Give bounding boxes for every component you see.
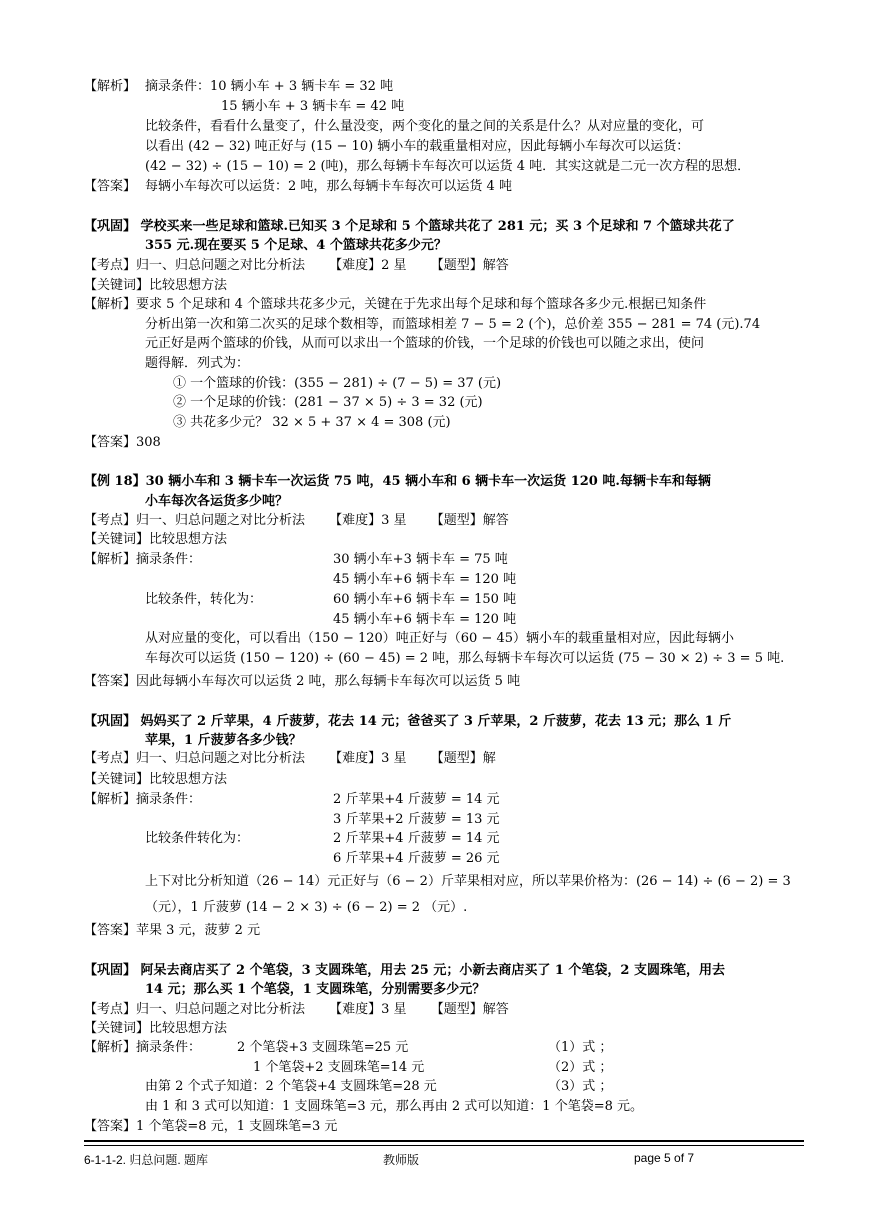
footer-center: 教师版 (383, 1153, 420, 1167)
equation: 45 辆小车+6 辆卡车 = 120 吨 (333, 612, 517, 627)
footer-rule (84, 1140, 804, 1142)
type-tag: 【题型】解 (430, 751, 496, 766)
keywords: 【关键词】比较思想方法 (84, 1021, 228, 1036)
analysis-line: 15 辆小车 + 3 辆卡车 = 42 吨 (221, 99, 405, 114)
analysis-line: 元正好是两个篮球的价钱，从而可以求出一个篮球的价钱，一个足球的价钱也可以随之求出，使问 (145, 336, 705, 351)
problem-title: 【巩固】 妈妈买了 2 斤苹果，4 斤菠萝，花去 14 元；爸爸买了 3 斤苹果，2 斤菠萝，花去 13 元；那么 1 斤 (84, 714, 732, 729)
meta-tags (84, 1000, 529, 1019)
equation-tag: （1）式 ； (548, 1040, 613, 1055)
difficulty-tag: 【难度】3 星 (329, 1002, 407, 1017)
page-number: page 5 of 7 (634, 1151, 695, 1165)
step-line: ③ 共花多少元？ 32 × 5 + 37 × 4 = 308 (元) (173, 415, 451, 430)
analysis-line: 摘录条件：10 辆小车 + 3 辆卡车 = 32 吨 (145, 79, 394, 94)
difficulty-tag: 【难度】3 星 (329, 751, 407, 766)
equation: 30 辆小车+3 辆卡车 = 75 吨 (333, 552, 508, 567)
equation-tag: （3）式 ； (548, 1079, 613, 1094)
analysis-line: 以看出 (42 − 32) 吨正好与 (15 − 10) 辆小车的载重量相对应，因此每辆小车每次可以运货： (145, 139, 690, 154)
type-tag: 【题型】解答 (430, 1002, 509, 1017)
equation-tag: （2）式 ； (548, 1060, 613, 1075)
equation: 1 个笔袋+2 支圆珠笔=14 元 (253, 1060, 425, 1075)
analysis-line: 从对应量的变化，可以看出（150 − 120）吨正好与（60 − 45）辆小车的载重量相对应，因此每辆小 (145, 631, 735, 646)
analysis-label: 【解析】摘录条件： (84, 552, 202, 567)
analysis-line: 上下对比分析知道（26 − 14）元正好与（6 − 2）斤苹果相对应，所以苹果价格为：(26 − 14) ÷ (6 − 2) = 3 (145, 874, 791, 889)
analysis-line: 分析出第一次和第二次买的足球个数相等，而篮球相差 7 − 5 = 2 (个)，总价差 355 − 281 = 74 (元).74 (145, 317, 761, 332)
analysis-line: 【解析】要求 5 个足球和 4 个篮球共花多少元，关键在于先求出每个足球和每个篮球各多少元.根据已知条件 (84, 297, 707, 312)
kaodian-tag: 【考点】归一、归总问题之对比分析法 (84, 513, 306, 528)
equation: 3 斤苹果+2 斤菠萝 = 13 元 (333, 812, 500, 827)
answer-text: 【答案】308 (84, 435, 161, 450)
compare-label: 比较条件转化为： (145, 831, 250, 846)
analysis-line: (42 − 32) ÷ (15 − 10) = 2 (吨)，那么每辆卡车每次可以运货 4 吨．其实这就是二元一次方程的思想． (145, 159, 751, 174)
step-line: ① 一个篮球的价钱：(355 − 281) ÷ (7 − 5) = 37 (元) (173, 376, 502, 391)
analysis-label: 【解析】摘录条件： (84, 792, 202, 807)
footer-rule (84, 1145, 804, 1146)
equation: 2 斤苹果+4 斤菠萝 = 14 元 (333, 792, 500, 807)
problem-title: 【巩固】 阿呆去商店买了 2 个笔袋，3 支圆珠笔，用去 25 元；小新去商店买了 1 个笔袋，2 支圆珠笔，用去 (84, 963, 726, 978)
analysis-line: 车每次可以运货 (150 − 120) ÷ (60 − 45) = 2 吨，那么每辆卡车每次可以运货 (75 − 30 × 2) ÷ 3 = 5 吨. (145, 651, 785, 666)
equation: 由第 2 个式子知道：2 个笔袋+4 支圆珠笔=28 元 (145, 1079, 437, 1094)
meta-tags (84, 511, 529, 530)
meta-tags (84, 256, 529, 275)
analysis-line: 题得解．列式为： (145, 356, 250, 371)
problem-title: 14 元；那么买 1 个笔袋，1 支圆珠笔，分别需要多少元？ (145, 982, 486, 997)
difficulty-tag: 【难度】2 星 (329, 258, 407, 273)
compare-label: 比较条件，转化为： (145, 592, 263, 607)
problem-title: 小车每次各运货多少吨？ (145, 494, 289, 509)
answer-text: 【答案】苹果 3 元，菠萝 2 元 (84, 923, 261, 938)
equation: 45 辆小车+6 辆卡车 = 120 吨 (333, 572, 517, 587)
kaodian-tag: 【考点】归一、归总问题之对比分析法 (84, 751, 306, 766)
type-tag: 【题型】解答 (430, 258, 509, 273)
equation: 6 斤苹果+4 斤菠萝 = 26 元 (333, 851, 500, 866)
problem-title: 【例 18】30 辆小车和 3 辆卡车一次运货 75 吨，45 辆小车和 6 辆卡车一次运货 120 吨.每辆卡车和每辆 (84, 474, 711, 489)
answer-label: 【答案】 (84, 179, 137, 194)
problem-title: 苹果，1 斤菠萝各多少钱？ (145, 733, 302, 748)
equation: 2 斤苹果+4 斤菠萝 = 14 元 (333, 831, 500, 846)
answer-text: 每辆小车每次可以运货：2 吨，那么每辆卡车每次可以运货 4 吨 (145, 179, 512, 194)
equation: 60 辆小车+6 辆卡车 = 150 吨 (333, 592, 517, 607)
analysis-line: 比较条件，看看什么量变了，什么量没变，两个变化的量之间的关系是什么？从对应量的变化，可 (145, 119, 705, 134)
analysis-label: 【解析】 (84, 79, 137, 94)
meta-tags (84, 749, 516, 768)
problem-title: 355 元.现在要买 5 个足球、4 个篮球共花多少元？ (145, 238, 447, 253)
keywords: 【关键词】比较思想方法 (84, 532, 228, 547)
answer-text: 【答案】1 个笔袋=8 元，1 支圆珠笔=3 元 (84, 1119, 338, 1134)
answer-text: 【答案】因此每辆小车每次可以运货 2 吨，那么每辆卡车每次可以运货 5 吨 (84, 674, 521, 689)
kaodian-tag: 【考点】归一、归总问题之对比分析法 (84, 1002, 306, 1017)
keywords: 【关键词】比较思想方法 (84, 278, 228, 293)
type-tag: 【题型】解答 (430, 513, 509, 528)
kaodian-tag: 【考点】归一、归总问题之对比分析法 (84, 258, 306, 273)
equation: 2 个笔袋+3 支圆珠笔=25 元 (237, 1040, 409, 1055)
analysis-line: （元），1 斤菠萝 (14 − 2 × 3) ÷ (6 − 2) = 2 （元）. (145, 900, 468, 915)
keywords: 【关键词】比较思想方法 (84, 772, 228, 787)
difficulty-tag: 【难度】3 星 (329, 513, 407, 528)
step-line: ② 一个足球的价钱：(281 − 37 × 5) ÷ 3 = 32 (元) (173, 395, 483, 410)
analysis-label: 【解析】摘录条件： (84, 1040, 202, 1055)
analysis-line: 由 1 和 3 式可以知道：1 支圆珠笔=3 元，那么再由 2 式可以知道：1 个笔袋=8 元。 (145, 1099, 644, 1114)
footer-left: 6-1-1-2. 归总问题. 题库 (84, 1153, 209, 1167)
problem-title: 【巩固】 学校买来一些足球和篮球.已知买 3 个足球和 5 个篮球共花了 281 元；买 3 个足球和 7 个篮球共花了 (84, 219, 735, 234)
